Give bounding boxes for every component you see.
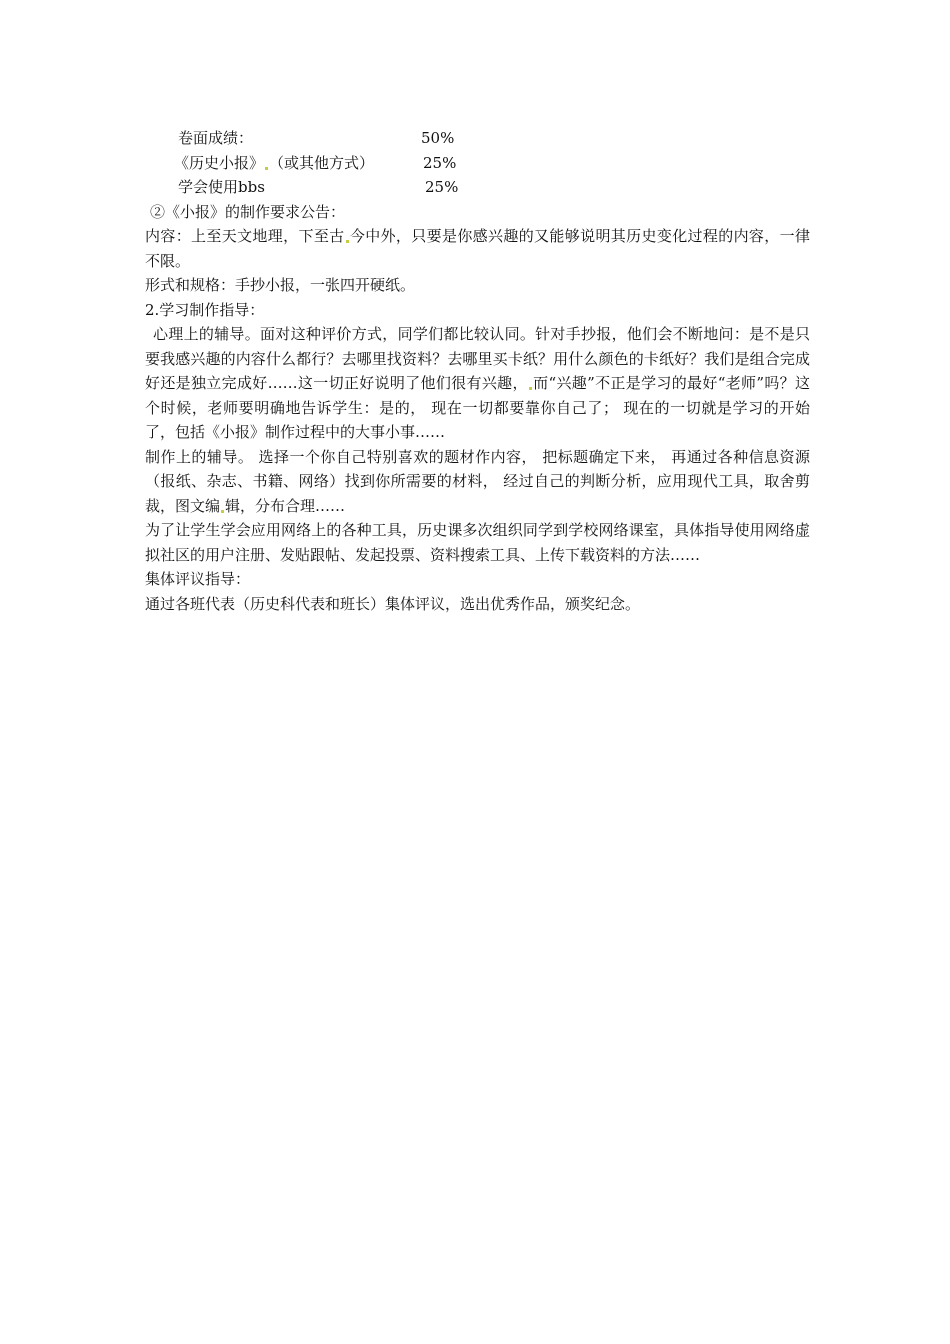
content-paragraph: [145, 224, 810, 273]
score-value: 50%: [421, 129, 455, 147]
format-line: 形式和规格：手抄小报，一张四开硬纸。: [145, 276, 416, 294]
score-label-part: （或其他方式）: [269, 153, 375, 172]
production-paragraph: [145, 445, 810, 519]
psych-paragraph: [145, 322, 810, 445]
guide-heading: 2.学习制作指导：: [145, 300, 265, 319]
text-span: 制作上的辅导。 选择一个你自己特别喜欢的题材作内容， 把标题确定下来， 再通过各种信息资源（报纸、杂志、书籍、网络）找到你所需要的材料， 经过自己的判断分析，应用现代工具，取舍剪裁，图文编: [145, 447, 810, 515]
score-value: 25%: [423, 153, 457, 172]
text-span: 内容：上至天文地理，下至古: [145, 227, 345, 245]
text-span: 心理上的辅导。面对这种评价方式，同学们都比较认同。针对手抄报，他们会不断地问：是不是只要我感兴趣的内容什么都行？去哪里找资料？去哪里买卡纸？用什么颜色的卡纸好？我们是组合完成好还是独立完成好……这一切正好说明了他们很有兴趣，: [145, 325, 810, 392]
score-label: 学会使用bbs: [178, 178, 265, 196]
score-label-part: 《历史小报》: [174, 153, 265, 172]
text-span: 今中外，只要是你感兴趣的又能够说明其历史变化过程的内容，一律不限。: [145, 227, 810, 270]
highlight-mark: [221, 510, 224, 513]
score-value: 25%: [425, 178, 459, 196]
highlight-mark: [346, 240, 349, 243]
document-page: [145, 126, 810, 616]
score-label: 卷面成绩：: [178, 129, 254, 147]
requirements-heading: ②《小报》的制作要求公告：: [150, 202, 346, 221]
text-span: 而“兴趣”不正是学习的最好“老师”吗？这个时候，老师要明确地告诉学生：是的， 现在一切都要靠你自己了； 现在的一切就是学习的开始了，包括《小报》制作过程中的大事小事……: [145, 374, 810, 441]
score-label: [174, 151, 374, 176]
highlight-mark: [265, 167, 268, 170]
score-row-bbs: [145, 175, 810, 200]
text-span: 辑，分布合理……: [225, 496, 346, 515]
network-paragraph: 为了让学生学会应用网络上的各种工具，历史课多次组织同学到学校网络课室，具体指导使用网络虚拟社区的用户注册、发贴跟帖、发起投票、资料搜索工具、上传下载资料的方法……: [145, 521, 810, 564]
review-heading: 集体评议指导：: [145, 570, 251, 588]
highlight-mark: [529, 387, 532, 390]
review-line: 通过各班代表（历史科代表和班长）集体评议，选出优秀作品，颁奖纪念。: [145, 594, 641, 613]
score-row-newspaper: [145, 151, 810, 176]
score-row-exam: [145, 126, 810, 151]
